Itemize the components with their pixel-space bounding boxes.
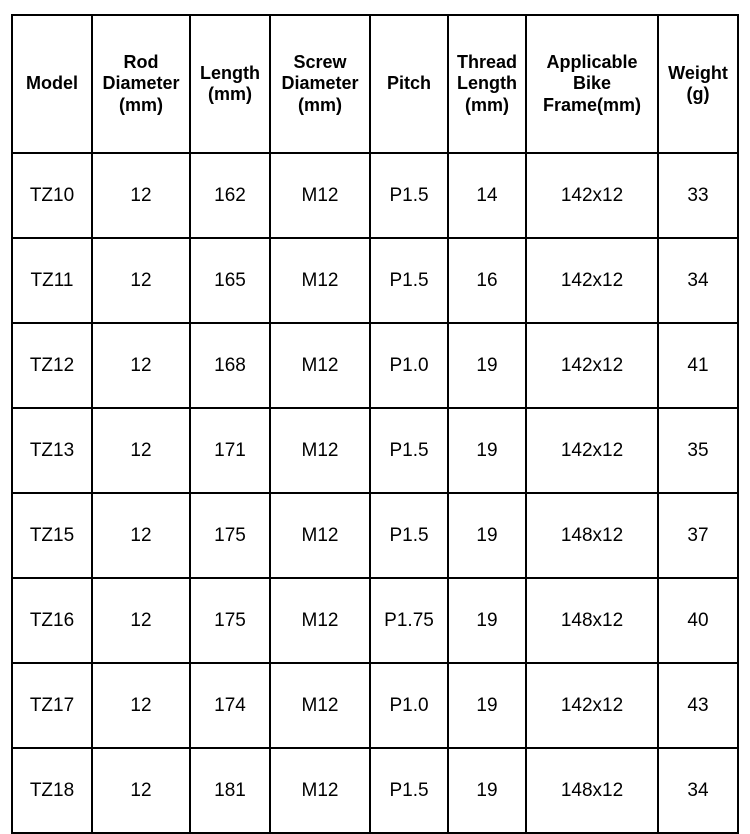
cell-thread-length: 19 [448,323,526,408]
column-header-weight [658,15,738,153]
cell-bike-frame: 142x12 [526,153,658,238]
column-header-line: (mm) [465,94,509,115]
table-row [12,748,738,833]
cell-screw-diameter: M12 [270,408,370,493]
cell-pitch: P1.5 [370,748,448,833]
column-header-screw-diameter [270,15,370,153]
cell-bike-frame: 142x12 [526,323,658,408]
column-header-line: Thread [456,52,517,73]
table-row [12,578,738,663]
cell-pitch: P1.5 [370,153,448,238]
cell-model: TZ10 [12,153,92,238]
cell-pitch: P1.5 [370,238,448,323]
cell-thread-length: 19 [448,663,526,748]
column-header-model [12,15,92,153]
cell-pitch: P1.0 [370,323,448,408]
cell-length: 181 [190,748,270,833]
cell-weight: 37 [658,493,738,578]
table-body [12,153,738,833]
cell-model: TZ11 [12,238,92,323]
cell-pitch: P1.5 [370,408,448,493]
specification-table [11,14,739,834]
cell-screw-diameter: M12 [270,578,370,663]
column-header-line: Length [457,73,517,94]
table-row [12,323,738,408]
cell-rod-diameter: 12 [92,408,190,493]
cell-length: 175 [190,578,270,663]
cell-rod-diameter: 12 [92,493,190,578]
cell-rod-diameter: 12 [92,238,190,323]
column-header-line: (mm) [298,94,342,115]
cell-thread-length: 19 [448,493,526,578]
table-header [12,15,738,153]
cell-screw-diameter: M12 [270,153,370,238]
cell-model: TZ18 [12,748,92,833]
table-row [12,153,738,238]
cell-rod-diameter: 12 [92,578,190,663]
cell-length: 174 [190,663,270,748]
cell-screw-diameter: M12 [270,493,370,578]
column-header-rod-diameter [92,15,190,153]
cell-screw-diameter: M12 [270,748,370,833]
cell-weight: 33 [658,153,738,238]
cell-length: 162 [190,153,270,238]
cell-thread-length: 19 [448,748,526,833]
table-row [12,663,738,748]
cell-thread-length: 16 [448,238,526,323]
cell-rod-diameter: 12 [92,323,190,408]
cell-thread-length: 19 [448,408,526,493]
column-header-line: Pitch [386,73,431,94]
cell-length: 171 [190,408,270,493]
cell-bike-frame: 148x12 [526,748,658,833]
column-header-line: Model [26,73,78,94]
cell-screw-diameter: M12 [270,323,370,408]
cell-bike-frame: 142x12 [526,238,658,323]
cell-model: TZ13 [12,408,92,493]
cell-weight: 34 [658,238,738,323]
cell-weight: 34 [658,748,738,833]
cell-pitch: P1.0 [370,663,448,748]
cell-model: TZ15 [12,493,92,578]
table-row [12,493,738,578]
column-header-line: Bike [572,73,612,94]
cell-screw-diameter: M12 [270,663,370,748]
column-header-line: Length [200,62,260,83]
column-header-line: (mm) [119,94,163,115]
cell-rod-diameter: 12 [92,748,190,833]
table-header-row [12,15,738,153]
cell-length: 168 [190,323,270,408]
cell-length: 165 [190,238,270,323]
cell-rod-diameter: 12 [92,663,190,748]
cell-pitch: P1.75 [370,578,448,663]
column-header-line: Diameter [281,73,359,94]
cell-weight: 41 [658,323,738,408]
column-header-line: (mm) [208,84,252,104]
cell-thread-length: 14 [448,153,526,238]
column-header-line: Weight [668,62,728,83]
column-header-line: Screw [293,52,347,73]
column-header-line: (g) [686,84,710,104]
cell-weight: 40 [658,578,738,663]
column-header-applicable-bike-frame [526,15,658,153]
cell-weight: 43 [658,663,738,748]
cell-model: TZ17 [12,663,92,748]
cell-bike-frame: 148x12 [526,578,658,663]
cell-model: TZ16 [12,578,92,663]
column-header-thread-length [448,15,526,153]
cell-thread-length: 19 [448,578,526,663]
column-header-pitch [370,15,448,153]
column-header-length [190,15,270,153]
column-header-line: Applicable [546,52,638,73]
cell-bike-frame: 142x12 [526,663,658,748]
cell-screw-diameter: M12 [270,238,370,323]
cell-length: 175 [190,493,270,578]
cell-weight: 35 [658,408,738,493]
cell-model: TZ12 [12,323,92,408]
cell-rod-diameter: 12 [92,153,190,238]
column-header-line: Diameter [102,73,180,94]
column-header-line: Rod [123,52,159,73]
table-row [12,408,738,493]
table-row [12,238,738,323]
cell-bike-frame: 142x12 [526,408,658,493]
cell-pitch: P1.5 [370,493,448,578]
cell-bike-frame: 148x12 [526,493,658,578]
column-header-line: Frame(mm) [542,94,642,115]
